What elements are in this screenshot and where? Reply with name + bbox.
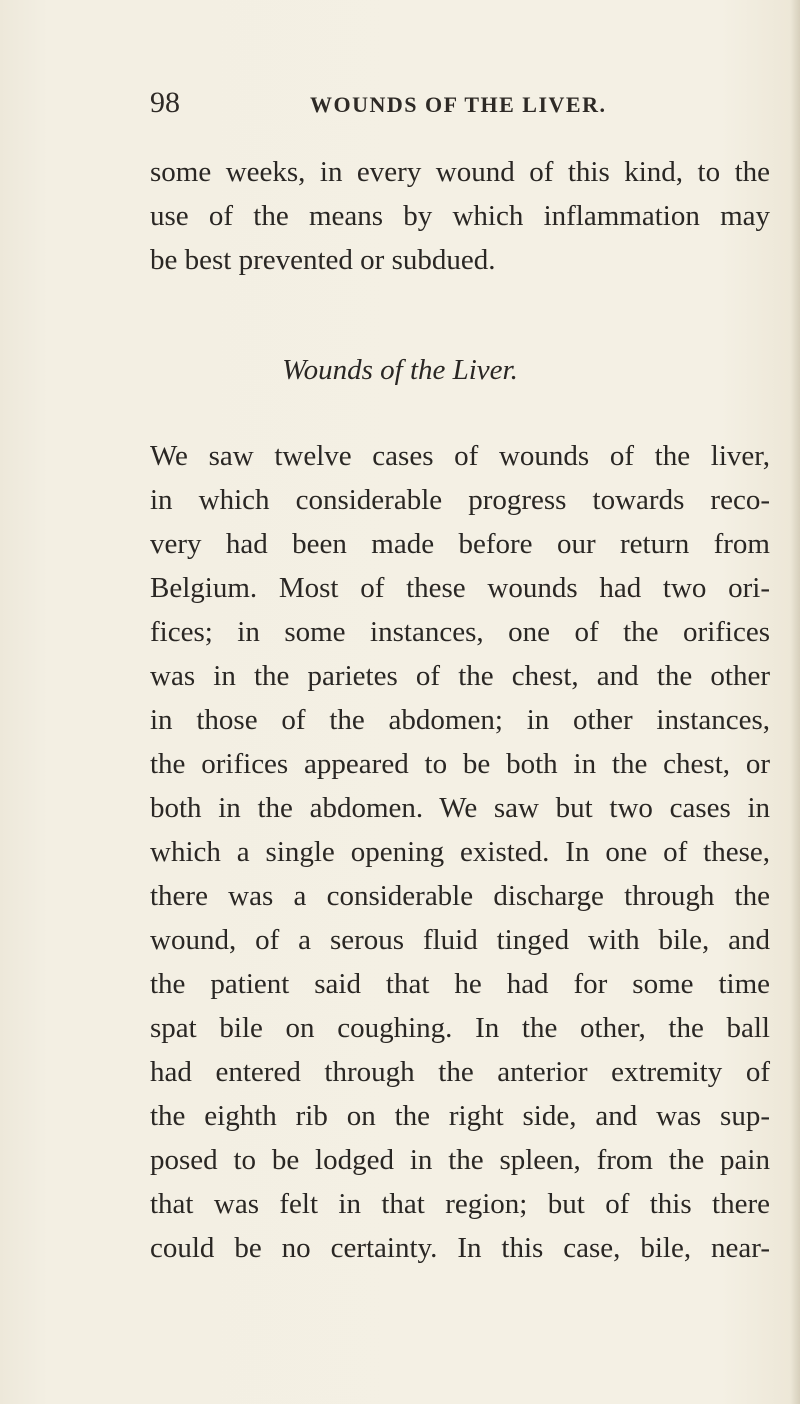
- text-line: could be no certainty. In this case, bile, near-: [150, 1232, 770, 1264]
- text-line: Belgium. Most of these wounds had two ori-: [150, 572, 770, 604]
- text-line: the patient said that he had for some time: [150, 968, 770, 1000]
- page-number: 98: [150, 86, 180, 119]
- text-line: that was felt in that region; but of this there: [150, 1188, 770, 1220]
- text-line: very had been made before our return from: [150, 528, 770, 560]
- page-edge-shadow: [790, 0, 800, 1404]
- running-head: [150, 86, 670, 122]
- text-line: be best prevented or subdued.: [150, 244, 496, 276]
- text-line: both in the abdomen. We saw but two cases in: [150, 792, 770, 824]
- running-title: WOUNDS OF THE LIVER.: [310, 92, 607, 117]
- text-line: some weeks, in every wound of this kind, to the: [150, 156, 770, 188]
- text-line: was in the parietes of the chest, and the other: [150, 660, 770, 692]
- text-line: We saw twelve cases of wounds of the liver,: [150, 440, 770, 472]
- section-heading: Wounds of the Liver.: [282, 354, 518, 386]
- text-line: which a single opening existed. In one of these,: [150, 836, 770, 868]
- text-line: spat bile on coughing. In the other, the ball: [150, 1012, 770, 1044]
- text-line: had entered through the anterior extremity of: [150, 1056, 770, 1088]
- text-line: in which considerable progress towards reco-: [150, 484, 770, 516]
- paragraph-continuation: [150, 150, 770, 282]
- text-line: use of the means by which inflammation may: [150, 200, 770, 232]
- text-line: posed to be lodged in the spleen, from the pain: [150, 1144, 770, 1176]
- paragraph-main: [150, 434, 770, 1270]
- text-line: the orifices appeared to be both in the chest, or: [150, 748, 770, 780]
- text-line: the eighth rib on the right side, and was sup-: [150, 1100, 770, 1132]
- text-line: in those of the abdomen; in other instances,: [150, 704, 770, 736]
- text-line: there was a considerable discharge through the: [150, 880, 770, 912]
- text-line: wound, of a serous fluid tinged with bile, and: [150, 924, 770, 956]
- text-line: fices; in some instances, one of the orifices: [150, 616, 770, 648]
